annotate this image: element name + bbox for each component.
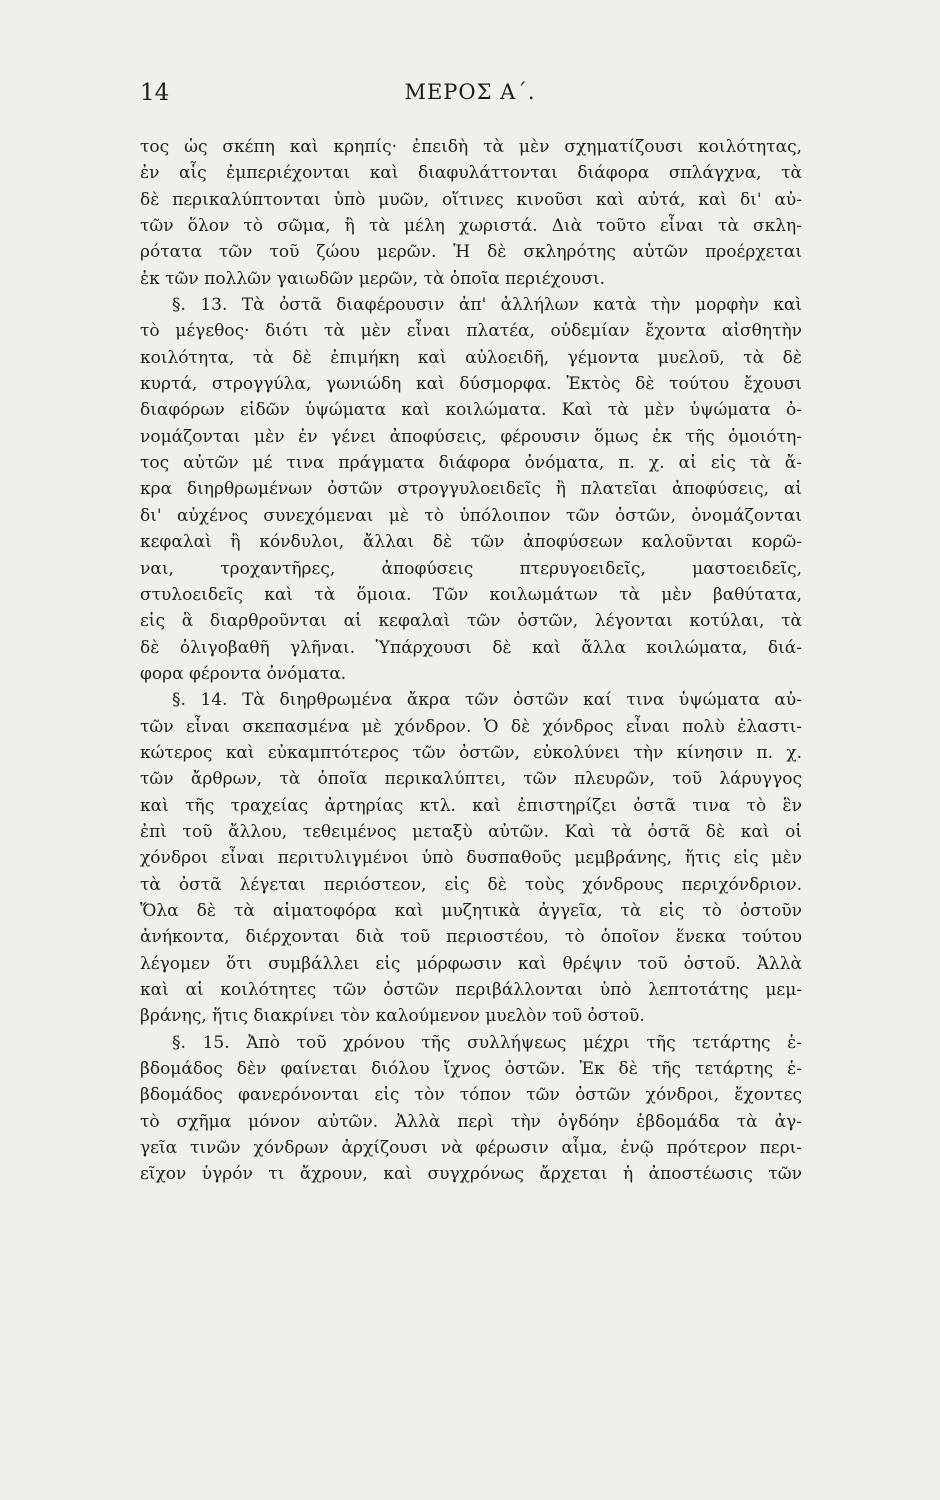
page-header	[0, 80, 940, 120]
page-number: 14	[140, 80, 170, 106]
text-line: τῶν ὅλον τὸ σῶμα, ἢ τὰ μέλη χωριστά. Διὰ τοῦτο εἶναι τὰ σκλη-	[140, 216, 802, 237]
text-line: τῶν εἶναι σκεπασμένα μὲ χόνδρον. Ὁ δὲ χόνδρος εἶναι πολὺ ἐλαστι-	[140, 716, 802, 737]
text-line: τὸ μέγεθος· διότι τὰ μὲν εἶναι πλατέα, οὐδεμίαν ἔχοντα αἰσθητὴν	[140, 321, 802, 342]
running-head: ΜΕΡΟΣ Α΄.	[404, 80, 536, 104]
text-line: ἀνήκοντα, διέρχονται διὰ τοῦ περιοστέου, τὸ ὁποῖον ἕνεκα τούτου	[140, 927, 802, 948]
text-line: κεφαλαὶ ἢ κόνδυλοι, ἄλλαι δὲ τῶν ἀποφύσεων καλοῦνται κορῶ-	[140, 532, 802, 553]
text-line: καὶ τῆς τραχείας ἀρτηρίας κτλ. καὶ ἐπιστηρίζει ὀστᾶ τινα τὸ ἓν	[140, 795, 802, 816]
text-line: τὸ σχῆμα μόνον αὐτῶν. Ἀλλὰ περὶ τὴν ὀγδόην ἑβδομάδα τὰ ἀγ-	[140, 1111, 802, 1132]
section-13-start: §. 13. Τὰ ὀστᾶ διαφέρουσιν ἀπ' ἀλλήλων κατὰ τὴν μορφὴν καὶ	[172, 295, 802, 316]
text-line: βδομάδος φανερόνονται εἰς τὸν τόπον τῶν ὀστῶν χόνδροι, ἔχοντες	[140, 1085, 802, 1106]
text-line: Ὅλα δὲ τὰ αἱματοφόρα καὶ μυζητικὰ ἀγγεῖα, τὰ εἰς τὸ ὀστοῦν	[140, 900, 802, 921]
section-14-start: §. 14. Τὰ διηρθρωμένα ἄκρα τῶν ὀστῶν καί τινα ὑψώματα αὐ-	[172, 690, 802, 711]
text-line: δι' αὐχένος συνεχόμεναι μὲ τὸ ὑπόλοιπον τῶν ὀστῶν, ὀνομάζονται	[140, 505, 802, 526]
text-line: στυλοειδεῖς καὶ τὰ ὅμοια. Τῶν κοιλωμάτων τὰ μὲν βαθύτατα,	[140, 584, 802, 605]
text-line: γεῖα τινῶν χόνδρων ἀρχίζουσι νὰ φέρωσιν αἷμα, ἐνῷ πρότερον περι-	[140, 1138, 802, 1159]
text-line: εἰς ἃ διαρθροῦνται αἱ κεφαλαὶ τῶν ὀστῶν, λέγονται κοτύλαι, τὰ	[140, 611, 802, 632]
text-line: εῖχον ὑγρόν τι ἄχρουν, καὶ συγχρόνως ἄρχεται ἡ ἀποστέωσις τῶν	[140, 1164, 802, 1185]
text-line: ἐπὶ τοῦ ἄλλου, τεθειμένος μεταξὺ αὐτῶν. Καὶ τὰ ὀστᾶ δὲ καὶ οἱ	[140, 821, 802, 842]
text-line: ρότατα τῶν τοῦ ζώου μερῶν. Ἡ δὲ σκληρότης αὐτῶν προέρχεται	[140, 242, 802, 263]
text-line: βδομάδος δὲν φαίνεται διόλου ἴχνος ὀστῶν. Ἐκ δὲ τῆς τετάρτης ἑ-	[140, 1059, 802, 1080]
text-line: κοιλότητα, τὰ δὲ ἐπιμήκη καὶ αὐλοειδῆ, γέμοντα μυελοῦ, τὰ δὲ	[140, 347, 802, 368]
text-line: κυρτά, στρογγύλα, γωνιώδη καὶ δύσμορφα. Ἐκτὸς δὲ τούτου ἔχουσι	[140, 374, 802, 395]
text-line: νομάζονται μὲν ἐν γένει ἀποφύσεις, φέρουσιν ὅμως ἐκ τῆς ὁμοιότη-	[140, 426, 802, 447]
text-line: ἐν αἷς ἐμπεριέχονται καὶ διαφυλάττονται διάφορα σπλάγχνα, τὰ	[140, 163, 802, 184]
text-line: ναι, τροχαντῆρες, ἀποφύσεις πτερυγοειδεῖς, μαστοειδεῖς,	[140, 558, 802, 579]
text-line: κρα διηρθρωμένων ὀστῶν στρογγυλοειδεῖς ἢ πλατεῖαι ἀποφύσεις, αἱ	[140, 479, 802, 500]
text-line: καὶ αἱ κοιλότητες τῶν ὀστῶν περιβάλλονται ὑπὸ λεπτοτάτης μεμ-	[140, 980, 802, 1000]
text-line: ἐκ τῶν πολλῶν γαιωδῶν μερῶν, τὰ ὁποῖα περιέχουσι.	[140, 268, 606, 289]
text-line: τὰ ὀστᾶ λέγεται περιόστεον, εἰς δὲ τοὺς χόνδρους περιχόνδριον.	[140, 874, 802, 895]
text-line: τος αὐτῶν μέ τινα πράγματα διάφορα ὀνόματα, π. χ. αἱ εἰς τὰ ἄ-	[140, 453, 802, 474]
text-line: τος ὡς σκέπη καὶ κρηπίς· ἐπειδὴ τὰ μὲν σχηματίζουσι κοιλότητας,	[140, 137, 802, 157]
text-line: λέγομεν ὅτι συμβάλλει εἰς μόρφωσιν καὶ θρέψιν τοῦ ὀστοῦ. Ἀλλὰ	[140, 953, 802, 974]
section-15-start: §. 15. Ἀπὸ τοῦ χρόνου τῆς συλλήψεως μέχρι τῆς τετάρτης ἑ-	[172, 1032, 802, 1053]
text-line: χόνδροι εἶναι περιτυλιγμένοι ὑπὸ δυσπαθοῦς μεμβράνης, ἥτις εἰς μὲν	[140, 848, 802, 869]
text-line: δὲ περικαλύπτονται ὑπὸ μυῶν, οἵτινες κινοῦσι καὶ αὐτά, καὶ δι' αὐ-	[140, 189, 802, 210]
body-text	[140, 134, 802, 1188]
text-line: τῶν ἄρθρων, τὰ ὁποῖα περικαλύπτει, τῶν πλευρῶν, τοῦ λάρυγγος	[140, 769, 802, 790]
text-line: βράνης, ἥτις διακρίνει τὸν καλούμενον μυελὸν τοῦ ὀστοῦ.	[140, 1006, 645, 1027]
text-line: φορα φέροντα ὀνόματα.	[140, 663, 347, 684]
text-line: διαφόρων εἰδῶν ὑψώματα καὶ κοιλώματα. Καὶ τὰ μὲν ὑψώματα ὀ-	[140, 400, 802, 421]
text-line: δὲ ὀλιγοβαθῆ γλῆναι. Ὑπάρχουσι δὲ καὶ ἄλλα κοιλώματα, διά-	[140, 637, 802, 658]
text-line: κώτερος καὶ εὐκαμπτότερος τῶν ὀστῶν, εὐκολύνει τὴν κίνησιν π. χ.	[140, 742, 802, 763]
